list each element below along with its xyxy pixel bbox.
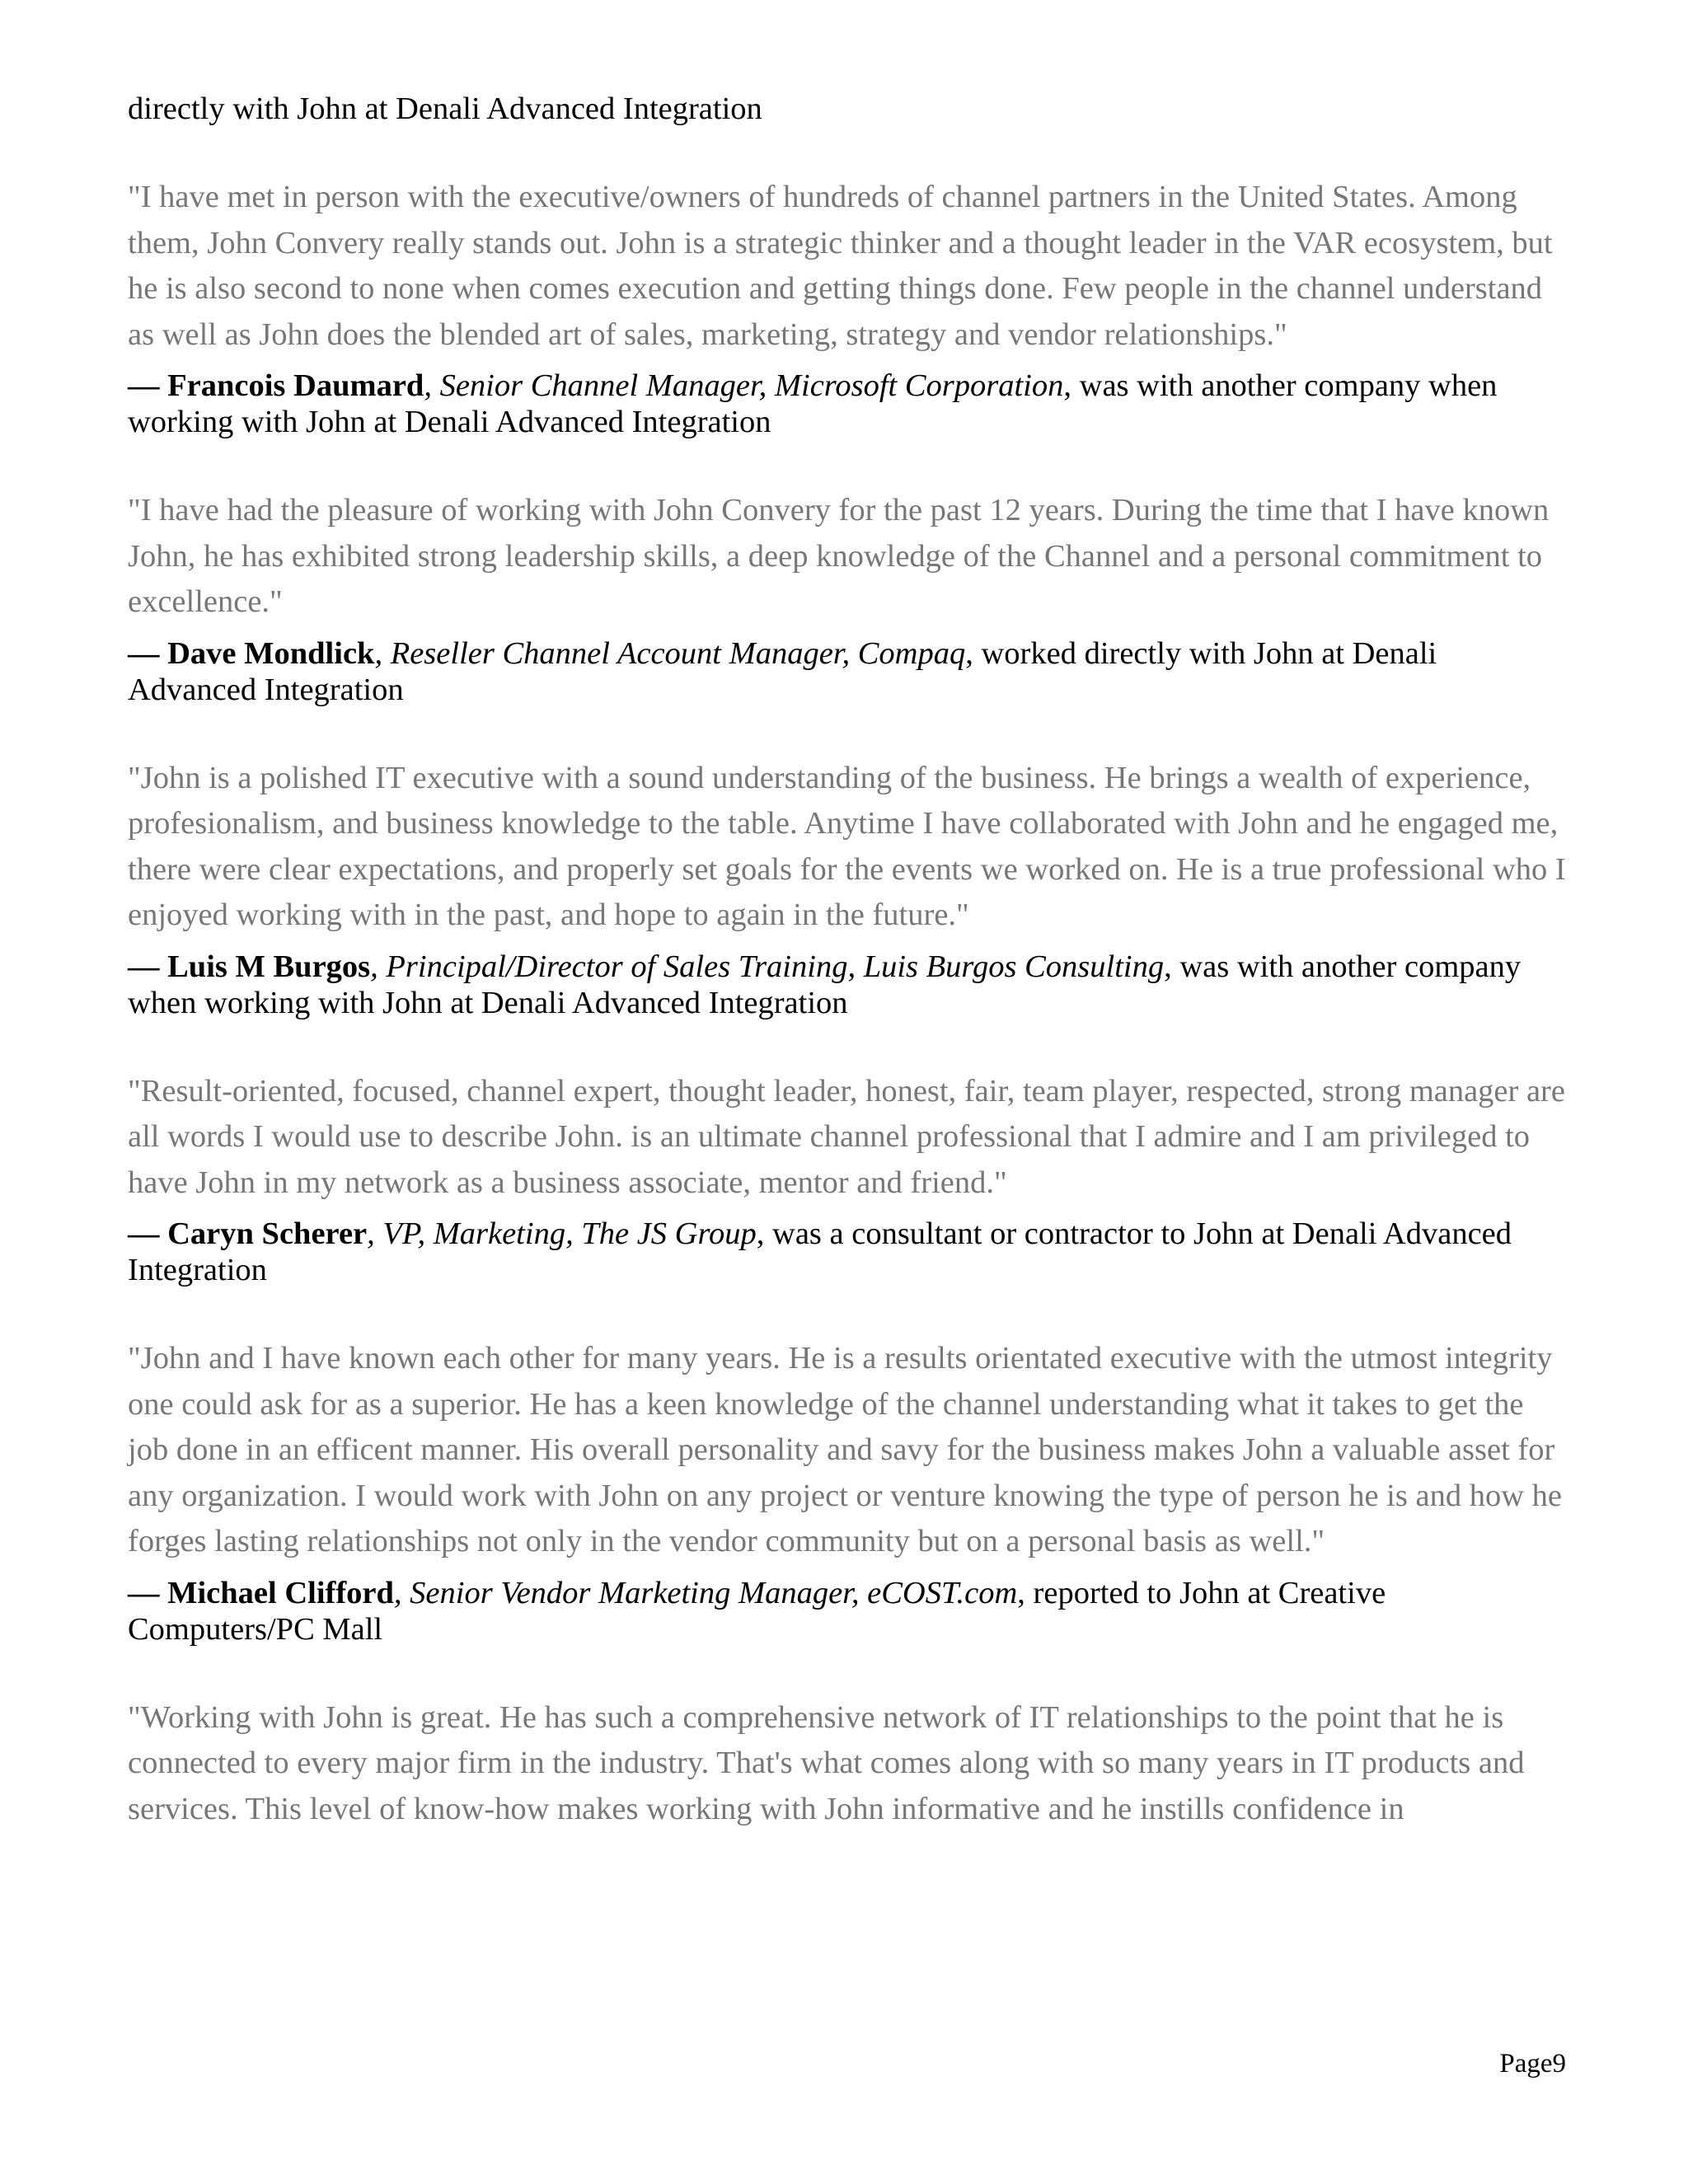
recommendation-attribution xyxy=(128,1216,1566,1288)
recommendation-item xyxy=(128,488,1566,708)
page-number: Page9 xyxy=(1499,2049,1566,2079)
recommendation-item xyxy=(128,1695,1566,1833)
recommendation-attribution xyxy=(128,1575,1566,1647)
recommendation-quote: "John and I have known each other for many years. He is a results orientated executive with the utmost integrity one could ask for as a superior. He has a keen knowledge of the channel understanding what it takes to get the job done in an efficent manner. His overall personality and savy for the business makes John a valuable asset for any organization. I would work with John on any project or venture knowing the type of person he is and how he forges lasting relationships not only in the vendor community but on a personal basis as well." xyxy=(128,1341,1562,1558)
recommendation-quote: "John is a polished IT executive with a sound understanding of the business. He brings a wealth of experience, profesionalism, and business knowledge to the table. Anytime I have collaborated with John and he engaged me, there were clear expectations, and properly set goals for the events we worked on. He is a true professional who I enjoyed working with in the past, and hope to again in the future." xyxy=(128,760,1566,932)
recommender-title: , Principal/Director of Sales Training, Luis Burgos Consulting xyxy=(370,949,1165,984)
recommender-relation: , was with another company when working with John at Denali Advanced Integration xyxy=(128,368,1498,439)
continued-attribution: directly with John at Denali Advanced Integration xyxy=(128,91,762,126)
recommendation-quote-continued: "Working with John is great. He has such a comprehensive network of IT relationships to the point that he is connected to every major firm in the industry. That's what comes along with so many years in IT products and services. This level of know-how makes working with John informative and he instills confidence in xyxy=(128,1699,1525,1826)
recommendation-item xyxy=(128,1336,1566,1647)
recommendation-quote: "I have met in person with the executive/owners of hundreds of channel partners in the United States. Among them, John Convery really stands out. John is a strategic thinker and a thought leader in the VAR ecosystem, but he is also second to none when comes execution and getting things done. Few people in the channel understand as well as John does the blended art of sales, marketing, strategy and vendor relationships." xyxy=(128,180,1553,352)
recommender-name: Luis M Burgos xyxy=(167,949,371,984)
recommendation-item xyxy=(128,1069,1566,1289)
recommender-relation: , was a consultant or contractor to John at Denali Advanced Integration xyxy=(128,1216,1512,1287)
recommendation-quote: "I have had the pleasure of working with John Convery for the past 12 years. During the time that I have known John, he has exhibited strong leadership skills, a deep knowledge of the Channel and a personal commitment to excellence." xyxy=(128,493,1550,619)
recommender-title: , VP, Marketing, The JS Group xyxy=(367,1216,757,1251)
recommender-dash: — xyxy=(128,1575,168,1610)
recommender-title: , Reseller Channel Account Manager, Compaq xyxy=(374,635,966,671)
recommendation-quote: "Result-oriented, focused, channel expert, thought leader, honest, fair, team player, respected, strong manager are all words I would use to describe John. is an ultimate channel professional that I admire and I am privileged to have John in my network as a business associate, mentor and friend." xyxy=(128,1073,1565,1200)
recommender-title: , Senior Channel Manager, Microsoft Corporation xyxy=(424,368,1064,403)
recommender-relation: , was with another company when working with John at Denali Advanced Integration xyxy=(128,949,1522,1020)
recommender-relation: , worked directly with John at Denali Advanced Integration xyxy=(128,635,1437,707)
recommender-dash: — xyxy=(128,1216,168,1251)
recommender-name: Caryn Scherer xyxy=(167,1216,368,1251)
recommender-name: Michael Clifford xyxy=(167,1575,394,1610)
recommendations-page xyxy=(128,91,1566,1832)
recommendation-attribution xyxy=(128,635,1566,708)
recommender-name: Francois Daumard xyxy=(167,368,424,403)
recommendation-attribution xyxy=(128,368,1566,440)
recommendation-attribution xyxy=(128,949,1566,1021)
recommendation-item xyxy=(128,756,1566,1021)
recommendation-item xyxy=(128,175,1566,440)
recommender-title: , Senior Vendor Marketing Manager, eCOST.com xyxy=(393,1575,1018,1610)
recommender-dash: — xyxy=(128,949,168,984)
recommender-dash: — xyxy=(128,368,168,403)
recommender-name: Dave Mondlick xyxy=(167,635,375,671)
recommender-dash: — xyxy=(128,635,168,671)
recommender-relation: , reported to John at Creative Computers/PC Mall xyxy=(128,1575,1386,1647)
